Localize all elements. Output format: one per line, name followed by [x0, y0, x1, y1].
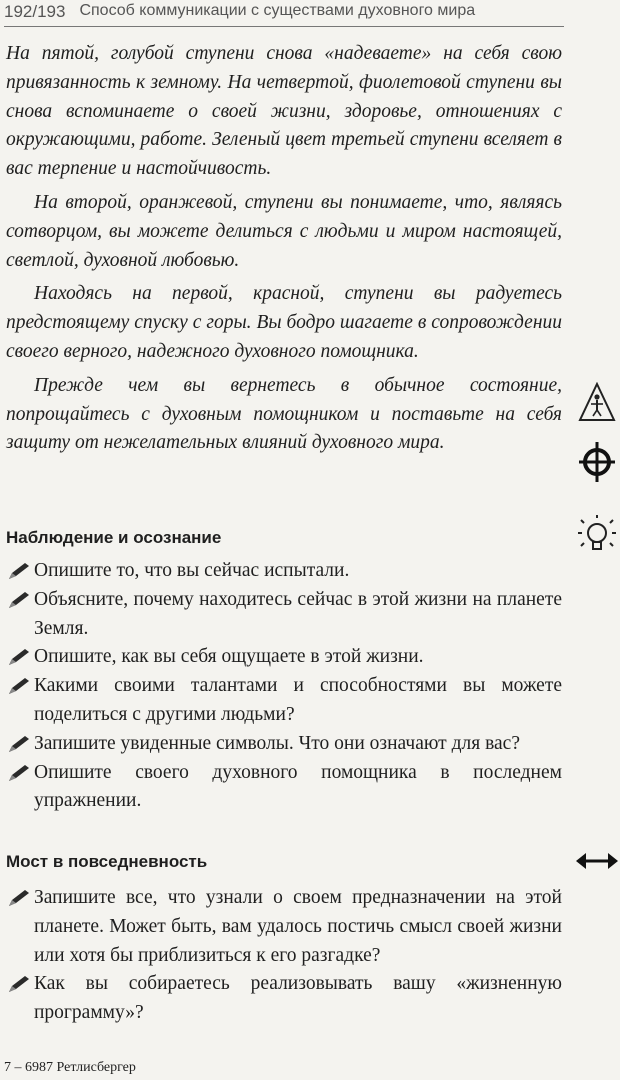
paragraph: На второй, оранжевой, ступени вы понимаете, что, являясь сотворцом, вы можете делиться с людьми и миром настоящей, светлой, духовной любовью.	[6, 191, 562, 271]
pen-icon	[6, 733, 32, 755]
list-item-text: Объясните, почему находитесь сейчас в этой жизни на планете Земля.	[34, 588, 562, 639]
list-item-text: Опишите то, что вы сейчас испытали.	[34, 560, 350, 581]
section-heading-observation: Наблюдение и осознание	[6, 528, 222, 547]
paragraph: Находясь на первой, красной, ступени вы радуетесь предстоящему спуску с горы. Вы бодро шагаете в сопровождении своего верного, надежного духовного помощника.	[6, 283, 562, 362]
list-item-text: Запишите все, что узнали о своем предназначении на этой планете. Может быть, вам удалось постичь смысл своей жизни или хотя бы приблизиться к его разгадке?	[34, 887, 562, 966]
section-heading-bridge: Мост в повседневность	[6, 852, 208, 871]
pyramid-figure-icon	[578, 382, 616, 422]
list-item-text: Какими своими талантами и способностями вы можете поделиться с другими людьми?	[34, 675, 562, 725]
list-item	[6, 970, 562, 1028]
double-arrow-icon	[576, 850, 618, 872]
page-header	[4, 2, 564, 27]
list-item	[6, 557, 562, 586]
list-item	[6, 586, 562, 644]
page-numbers: 192/193	[4, 2, 66, 21]
pen-icon	[6, 675, 32, 697]
list-item	[6, 672, 562, 730]
list-item	[6, 884, 562, 970]
pen-icon	[6, 973, 32, 995]
bridge-list	[6, 884, 562, 1028]
lightbulb-icon	[578, 515, 616, 559]
list-item-text: Как вы собираетесь реализовывать вашу «жизненную программу»?	[34, 973, 562, 1024]
observation-list	[6, 557, 562, 816]
list-item-text: Запишите увиденные символы. Что они означают для вас?	[34, 732, 520, 754]
list-item	[6, 730, 562, 759]
pen-icon	[6, 762, 32, 784]
list-item-text: Опишите своего духовного помощника в последнем упражнении.	[34, 761, 562, 812]
list-item	[6, 759, 562, 817]
meditation-text	[6, 40, 562, 463]
paragraph: Прежде чем вы вернетесь в обычное состояние, попрощайтесь с духовным помощником и поставьте на себя защиту от нежелательных влияний духовного мира.	[6, 374, 562, 454]
pen-icon	[6, 646, 32, 668]
target-crosshair-icon	[578, 440, 616, 484]
footer-imprint: 7 – 6987 Ретлисбергер	[4, 1060, 136, 1075]
running-title: Способ коммуникации с существами духовного мира	[79, 2, 476, 19]
paragraph: На пятой, голубой ступени снова «надеваете» на себя свою привязанность к земному. На четвертой, фиолетовой ступени вы снова вспоминаете о своей жизни, здоровье, отношениях с окружающими, работе. Зеленый цвет третьей ступени вселяет в вас терпение и настойчивость.	[6, 43, 562, 180]
pen-icon	[6, 560, 32, 582]
pen-icon	[6, 887, 32, 909]
list-item-text: Опишите, как вы себя ощущаете в этой жизни.	[34, 646, 424, 668]
list-item	[6, 643, 562, 672]
pen-icon	[6, 589, 32, 611]
